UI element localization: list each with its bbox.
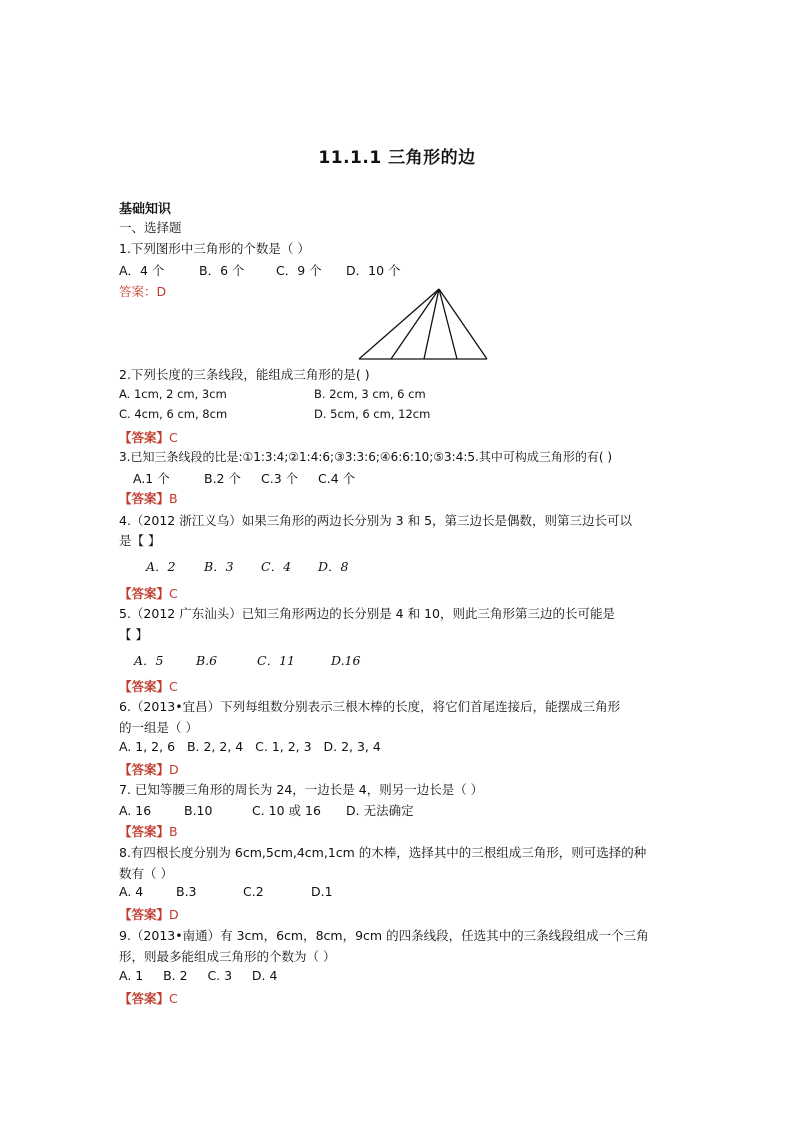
question-4-stem-line1: 4.（2012 浙江义乌）如果三角形的两边长分别为 3 和 5，第三边长是偶数，则第三边长可以 [119, 513, 633, 528]
option-b: B．3 [204, 559, 234, 574]
answer-label: 【答案】 [119, 430, 170, 445]
answer-label: 【答案】 [119, 824, 170, 839]
question-9-answer [119, 989, 178, 1007]
question-8-stem-line1: 8.有四根长度分别为 6cm,5cm,4cm,1cm 的木棒，选择其中的三根组成三角形，则可选择的种 [119, 845, 647, 860]
section-heading: 基础知识 [119, 202, 172, 217]
question-2-option-b: B. 2cm, 3 cm, 6 cm [314, 387, 426, 401]
option-a: A．5 [134, 653, 164, 668]
answer-value: D [169, 762, 179, 777]
answer-value: D [169, 907, 179, 922]
option-b: B.10 [184, 803, 213, 818]
subsection-heading: 一、选择题 [119, 220, 182, 235]
answer-label: 【答案】 [119, 991, 170, 1006]
question-1-stem: 1.下列图形中三角形的个数是（ ） [119, 241, 310, 256]
question-2-option-d: D. 5cm, 6 cm, 12cm [314, 407, 431, 421]
option-a: A. 16 [119, 803, 152, 818]
triangle-fan-icon [355, 286, 491, 362]
question-8-stem-line2: 数有（ ） [119, 866, 173, 881]
question-2-stem: 2.下列长度的三条线段，能组成三角形的是( ) [119, 367, 370, 382]
option-c: C．9 个 [276, 263, 322, 278]
question-4-answer [119, 584, 178, 602]
answer-value: B [169, 824, 178, 839]
question-7-stem: 7. 已知等腰三角形的周长为 24，一边长是 4，则另一边长是（ ） [119, 782, 484, 797]
option-a: A. 4 [119, 884, 144, 899]
answer-label: 【答案】 [119, 491, 170, 506]
question-4-stem-line2: 是【 】 [119, 533, 161, 548]
option-d: C.4 个 [318, 471, 356, 486]
question-9-stem-line1: 9.（2013•南通）有 3cm，6cm，8cm，9cm 的四条线段，任选其中的三条线段组成一个三角 [119, 928, 649, 943]
question-8-answer [119, 905, 179, 923]
question-9-options: A. 1 B. 2 C. 3 D. 4 [119, 968, 278, 983]
option-c: C.3 个 [261, 471, 299, 486]
option-a: A.1 个 [133, 471, 170, 486]
question-5-answer [119, 677, 178, 695]
answer-label: 【答案】 [119, 907, 170, 922]
question-3-stem: 3.已知三条线段的比是:①1:3:4;②1:4:6;③3:3:6;④6:6:10;⑤3:4:5.其中可构成三角形的有( ) [119, 450, 613, 464]
option-d: D. 无法确定 [346, 803, 414, 818]
option-b: B.6 [196, 653, 218, 668]
question-1-options [119, 261, 401, 279]
option-b: B.2 个 [204, 471, 241, 486]
question-4-options [146, 557, 348, 575]
question-2-answer [119, 428, 178, 446]
option-a: A．4 个 [119, 263, 165, 278]
option-c: C.2 [243, 884, 264, 899]
question-7-answer [119, 822, 178, 840]
question-2-option-c: C. 4cm, 6 cm, 8cm [119, 407, 228, 421]
question-5-stem-line1: 5.（2012 广东汕头）已知三角形两边的长分别是 4 和 10，则此三角形第三边的长可能是 [119, 606, 615, 621]
question-3-answer [119, 489, 178, 507]
option-d: D.16 [331, 653, 361, 668]
question-6-stem-line1: 6.（2013•宜昌）下列每组数分别表示三根木棒的长度，将它们首尾连接后，能摆成三角形 [119, 699, 621, 714]
answer-value: C [169, 430, 178, 445]
question-6-options: A. 1, 2, 6 B. 2, 2, 4 C. 1, 2, 3 D. 2, 3, 4 [119, 739, 381, 754]
question-8-options [119, 884, 333, 899]
option-d: D.1 [311, 884, 333, 899]
option-a: A．2 [146, 559, 176, 574]
option-b: B.3 [176, 884, 197, 899]
answer-value: B [169, 491, 178, 506]
answer-label: 【答案】 [119, 586, 170, 601]
question-2-option-a: A. 1cm, 2 cm, 3cm [119, 387, 227, 401]
option-c: C．11 [257, 653, 295, 668]
question-9-stem-line2: 形，则最多能组成三角形的个数为（ ） [119, 949, 336, 964]
question-7-options [119, 801, 414, 819]
answer-label: 【答案】 [119, 679, 170, 694]
option-d: D．10 个 [346, 263, 401, 278]
question-6-answer [119, 760, 179, 778]
answer-label: 【答案】 [119, 762, 170, 777]
option-c: C．4 [261, 559, 292, 574]
question-3-options [133, 469, 355, 487]
answer-value: C [169, 586, 178, 601]
question-1-answer: 答案：D [119, 284, 167, 299]
question-5-stem-line2: 【 】 [119, 627, 148, 642]
option-b: B．6 个 [199, 263, 245, 278]
option-c: C. 10 或 16 [252, 803, 321, 818]
page-title: 11.1.1 三角形的边 [318, 148, 476, 168]
question-5-options [134, 651, 360, 669]
option-d: D．8 [318, 559, 349, 574]
answer-value: C [169, 679, 178, 694]
answer-value: C [169, 991, 178, 1006]
question-6-stem-line2: 的一组是（ ） [119, 720, 198, 735]
